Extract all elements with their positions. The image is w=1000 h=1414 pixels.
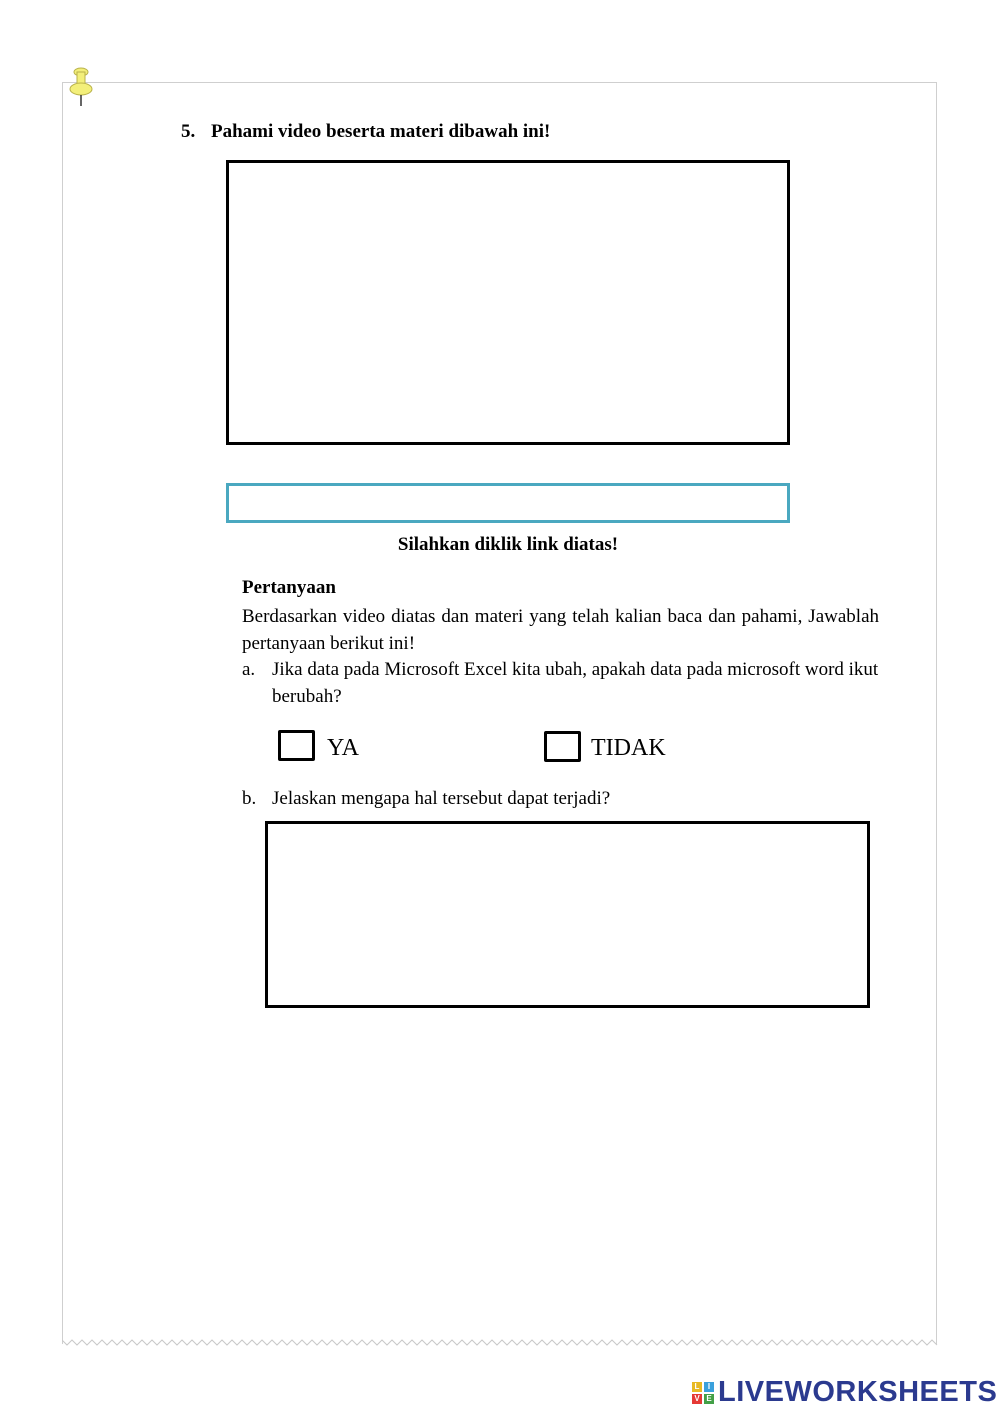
question-b-letter: b.: [242, 788, 257, 809]
liveworksheets-logo: [692, 1376, 997, 1409]
option-ya-checkbox[interactable]: [278, 730, 315, 761]
page-torn-edge: [62, 1334, 938, 1348]
question-a: [242, 656, 879, 710]
question-title: [181, 121, 550, 143]
option-ya-label: YA: [327, 735, 360, 761]
link-box[interactable]: [226, 483, 790, 523]
logo-text: LIVEWORKSHEETS: [718, 1376, 998, 1408]
answer-textarea[interactable]: [265, 821, 870, 1008]
link-caption: Silahkan diklik link diatas!: [397, 534, 619, 555]
logo-letter: E: [704, 1394, 714, 1404]
question-title-text: Pahami video beserta materi dibawah ini!: [211, 121, 551, 142]
question-a-letter: a.: [242, 659, 256, 680]
section-intro: Berdasarkan video diatas dan materi yang telah kalian baca dan pahami, Jawablah pertanyaan berikut ini!: [242, 606, 879, 654]
question-a-text: Jika data pada Microsoft Excel kita ubah, apakah data pada microsoft word ikut berubah?: [272, 659, 879, 707]
logo-letter: V: [692, 1394, 702, 1404]
logo-letter: L: [692, 1382, 702, 1392]
logo-mark-icon: [692, 1382, 714, 1404]
question-b: [242, 785, 879, 812]
option-tidak-label: TIDAK: [591, 735, 666, 761]
pushpin-icon: [68, 66, 98, 108]
logo-letter: I: [704, 1382, 714, 1392]
question-b-text: Jelaskan mengapa hal tersebut dapat terjadi?: [272, 788, 611, 809]
question-number: 5.: [181, 121, 196, 142]
section-heading: Pertanyaan: [242, 577, 336, 598]
video-embed[interactable]: [226, 160, 790, 445]
option-tidak-checkbox[interactable]: [544, 731, 581, 762]
